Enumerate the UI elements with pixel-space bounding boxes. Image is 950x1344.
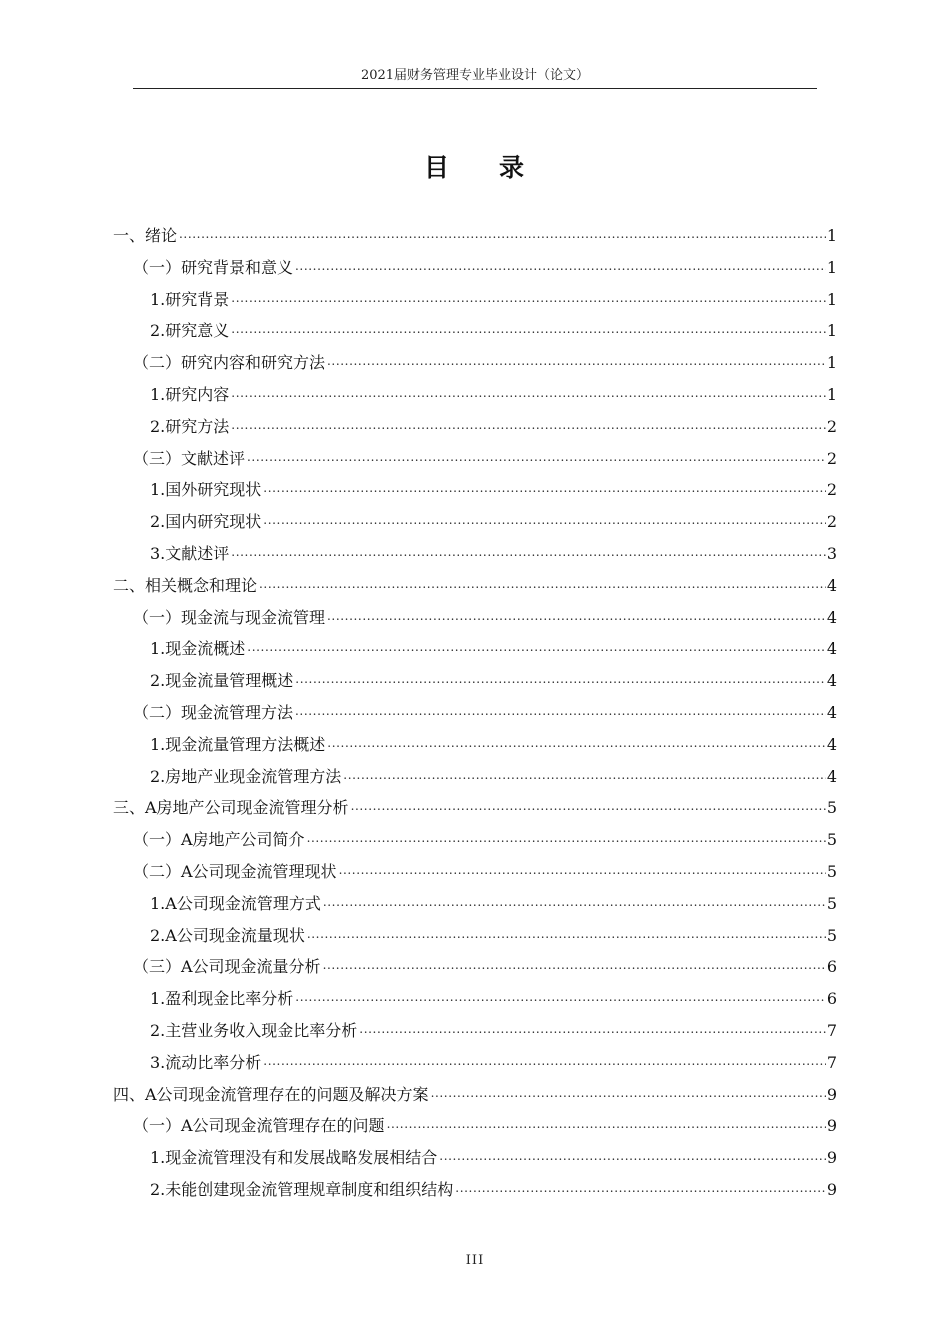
toc-leader-dots	[351, 798, 826, 818]
toc-entry[interactable]	[150, 377, 837, 405]
toc-entry-label: （一）A公司现金流管理存在的问题	[133, 1116, 385, 1136]
toc-entry-page: 2	[826, 416, 837, 436]
toc-entry-page: 1	[826, 321, 837, 341]
toc-entry[interactable]	[133, 695, 837, 723]
toc-entry-page: 5	[826, 830, 837, 850]
toc-entry[interactable]	[133, 250, 837, 278]
toc-entry[interactable]	[150, 981, 837, 1009]
toc-entry-page: 9	[826, 1084, 837, 1104]
toc-leader-dots	[339, 862, 826, 882]
toc-entry-page: 5	[826, 925, 837, 945]
toc-leader-dots	[323, 957, 826, 977]
toc-entry[interactable]	[150, 727, 837, 755]
page-number: III	[465, 1253, 485, 1268]
toc-leader-dots	[231, 290, 826, 310]
toc-entry[interactable]	[150, 918, 837, 946]
toc-entry-page: 6	[826, 957, 837, 977]
toc-entry-page: 7	[826, 1052, 837, 1072]
toc-leader-dots	[231, 417, 826, 437]
toc-entry-page: 1	[826, 353, 837, 373]
toc-entry-page: 1	[826, 289, 837, 309]
toc-entry-label: 1.A公司现金流管理方式	[150, 893, 321, 913]
toc-entry-page: 9	[826, 1116, 837, 1136]
toc-entry-page: 2	[826, 448, 837, 468]
toc-leader-dots	[295, 258, 826, 278]
toc-leader-dots	[263, 1053, 826, 1073]
toc-entry-page: 4	[826, 703, 837, 722]
toc-entry-label: （二）A公司现金流管理现状	[133, 862, 337, 881]
toc-entry-label: 四、A公司现金流管理存在的问题及解决方案	[113, 1084, 429, 1104]
toc-leader-dots	[247, 449, 826, 469]
toc-entry-label: 2.现金流量管理概述	[150, 671, 294, 691]
toc-entry-label: 1.现金流管理没有和发展战略发展相结合	[150, 1148, 438, 1168]
toc-entry-label: 2.国内研究现状	[150, 512, 262, 532]
toc-entry-label: （一）研究背景和意义	[133, 257, 294, 277]
toc-leader-dots	[455, 1180, 826, 1200]
toc-entry[interactable]	[133, 854, 837, 882]
toc-entry-label: 2.主营业务收入现金比率分析	[150, 1021, 358, 1040]
toc-entry-page: 1	[826, 257, 837, 277]
toc-entry-page: 4	[826, 734, 837, 754]
toc-entry[interactable]	[150, 472, 837, 500]
toc-entry[interactable]	[133, 1108, 837, 1136]
toc-entry-label: 1.研究内容	[150, 385, 230, 404]
toc-leader-dots	[439, 1148, 826, 1168]
toc-entry-label: 2.A公司现金流量现状	[150, 925, 305, 945]
toc-entry-page: 4	[826, 766, 837, 786]
toc-entry-page: 7	[826, 1021, 837, 1040]
toc-leader-dots	[327, 353, 826, 373]
toc-entry-page: 5	[826, 862, 837, 881]
toc-entry-page: 4	[826, 639, 837, 659]
toc-entry[interactable]	[133, 600, 837, 628]
header-divider	[133, 88, 817, 89]
toc-entry-label: 3.流动比率分析	[150, 1052, 262, 1072]
toc-entry-label: （二）研究内容和研究方法	[133, 353, 326, 373]
toc-entry[interactable]	[150, 536, 837, 564]
toc-leader-dots	[295, 703, 826, 723]
toc-entry-page: 5	[826, 798, 837, 818]
toc-entry-label: 一、绪论	[113, 226, 178, 245]
toc-leader-dots	[327, 735, 826, 755]
toc-entry-page: 9	[826, 1180, 837, 1199]
toc-leader-dots	[323, 894, 826, 914]
toc-entry-page: 2	[826, 480, 837, 500]
toc-entry-page: 3	[826, 544, 837, 563]
toc-entry-label: 1.现金流概述	[150, 639, 246, 659]
toc-entry[interactable]	[150, 759, 837, 787]
toc-leader-dots	[327, 608, 826, 628]
toc-entry-label: 1.现金流量管理方法概述	[150, 734, 326, 754]
toc-leader-dots	[307, 830, 826, 850]
toc-title-char-2: 录	[499, 153, 527, 182]
toc-entry[interactable]	[113, 1077, 837, 1105]
toc-leader-dots	[231, 544, 826, 564]
toc-entry-label: 2.研究意义	[150, 321, 230, 341]
toc-leader-dots	[387, 1116, 826, 1136]
toc-entry-label: （一）现金流与现金流管理	[133, 607, 326, 627]
toc-leader-dots	[231, 385, 826, 405]
toc-entry[interactable]	[150, 1172, 837, 1200]
toc-entry[interactable]	[150, 1140, 837, 1168]
toc-entry-label: 二、相关概念和理论	[113, 575, 258, 595]
toc-entry-page: 1	[826, 385, 837, 404]
toc-leader-dots	[263, 480, 826, 500]
toc-leader-dots	[359, 1021, 826, 1041]
toc-entry[interactable]	[113, 218, 837, 246]
toc-entry-label: 1.研究背景	[150, 289, 230, 309]
toc-entry[interactable]	[133, 949, 837, 977]
toc-entry-label: 2.未能创建现金流管理规章制度和组织结构	[150, 1180, 454, 1199]
toc-leader-dots	[295, 671, 826, 691]
toc-entry-page: 4	[826, 607, 837, 627]
toc-entry-label: （三）A公司现金流量分析	[133, 957, 321, 977]
toc-leader-dots	[295, 989, 826, 1009]
toc-entry-label: （三）文献述评	[133, 448, 246, 468]
toc-entry[interactable]	[150, 1045, 837, 1073]
toc-leader-dots	[247, 639, 826, 659]
toc-leader-dots	[179, 226, 826, 246]
toc-entry-label: （一）A房地产公司简介	[133, 830, 305, 850]
toc-entry-page: 2	[826, 512, 837, 532]
toc-entry[interactable]	[150, 409, 837, 437]
running-header: 2021届财务管理专业毕业设计（论文）	[360, 68, 590, 83]
toc-entry-page: 6	[826, 989, 837, 1009]
toc-entry[interactable]	[150, 631, 837, 659]
toc-leader-dots	[231, 321, 826, 341]
toc-entry-label: （二）现金流管理方法	[133, 703, 294, 722]
toc-entry-page: 4	[826, 575, 837, 595]
toc-entry-label: 3.文献述评	[150, 544, 230, 563]
toc-entry[interactable]	[150, 313, 837, 341]
toc-entry[interactable]	[113, 790, 837, 818]
toc-entry[interactable]	[113, 568, 837, 596]
toc-entry-page: 4	[826, 671, 837, 691]
toc-entry-page: 1	[826, 226, 837, 245]
toc-entry-label: 2.研究方法	[150, 416, 230, 436]
toc-title-char-1: 目	[423, 153, 451, 182]
toc-leader-dots	[307, 926, 826, 946]
toc-entry[interactable]	[150, 282, 837, 310]
toc-entry-label: 2.房地产业现金流管理方法	[150, 766, 342, 786]
toc-entry[interactable]	[133, 441, 837, 469]
toc-leader-dots	[259, 576, 826, 596]
toc-leader-dots	[343, 767, 826, 787]
toc-entry[interactable]	[150, 504, 837, 532]
toc-entry[interactable]	[150, 886, 837, 914]
toc-entry[interactable]	[150, 663, 837, 691]
toc-leader-dots	[263, 512, 826, 532]
toc-title	[0, 148, 950, 184]
toc-entry[interactable]	[150, 1013, 837, 1041]
toc-entry-page: 5	[826, 893, 837, 913]
toc-leader-dots	[431, 1085, 826, 1105]
toc-entry-page: 9	[826, 1148, 837, 1168]
toc-entry[interactable]	[133, 822, 837, 850]
toc-entry[interactable]	[133, 345, 837, 373]
toc-entry-label: 三、A房地产公司现金流管理分析	[113, 798, 349, 818]
toc-entry-label: 1.盈利现金比率分析	[150, 989, 294, 1009]
toc-entry-label: 1.国外研究现状	[150, 480, 262, 500]
